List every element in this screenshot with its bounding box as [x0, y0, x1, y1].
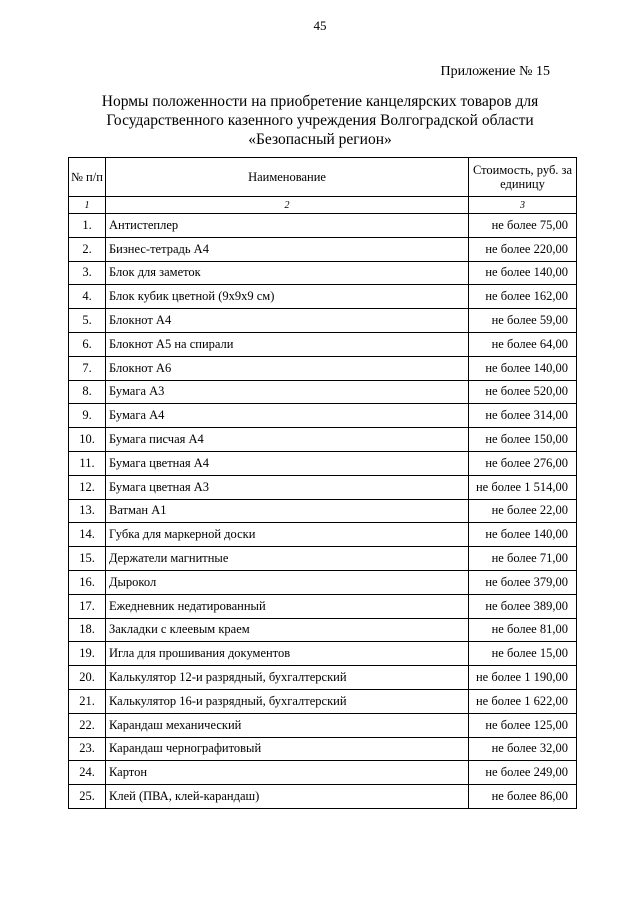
table-row: [69, 451, 577, 475]
item-cost: не более 314,00: [469, 404, 577, 428]
table-row: [69, 332, 577, 356]
item-name: Закладки с клеевым краем: [106, 618, 469, 642]
item-cost: не более 220,00: [469, 237, 577, 261]
item-name: Антистеплер: [106, 214, 469, 238]
title-line: «Безопасный регион»: [248, 131, 392, 148]
item-cost: не более 22,00: [469, 499, 577, 523]
row-number: 23.: [69, 737, 106, 761]
table-row: [69, 261, 577, 285]
item-cost: не более 86,00: [469, 785, 577, 809]
table-row: [69, 499, 577, 523]
row-number: 13.: [69, 499, 106, 523]
row-number: 7.: [69, 356, 106, 380]
row-number: 18.: [69, 618, 106, 642]
item-cost: не более 389,00: [469, 594, 577, 618]
item-name: Карандаш чернографитовый: [106, 737, 469, 761]
table-row: [69, 475, 577, 499]
norms-table: [68, 157, 577, 809]
item-cost: не более 379,00: [469, 570, 577, 594]
item-name: Бумага цветная А3: [106, 475, 469, 499]
item-cost: не более 81,00: [469, 618, 577, 642]
row-number: 19.: [69, 642, 106, 666]
item-name: Ежедневник недатированный: [106, 594, 469, 618]
row-number: 12.: [69, 475, 106, 499]
row-number: 2.: [69, 237, 106, 261]
column-index-row: [69, 197, 577, 214]
item-name: Калькулятор 16-и разрядный, бухгалтерский: [106, 689, 469, 713]
table-row: [69, 285, 577, 309]
table-header-row: [69, 158, 577, 197]
table-row: [69, 785, 577, 809]
item-cost: не более 276,00: [469, 451, 577, 475]
item-cost: не более 520,00: [469, 380, 577, 404]
item-cost: не более 162,00: [469, 285, 577, 309]
item-name: Дырокол: [106, 570, 469, 594]
item-name: Игла для прошивания документов: [106, 642, 469, 666]
table-row: [69, 689, 577, 713]
table-row: [69, 666, 577, 690]
item-cost: не более 125,00: [469, 713, 577, 737]
table-row: [69, 309, 577, 333]
item-name: Бизнес-тетрадь А4: [106, 237, 469, 261]
item-name: Бумага цветная А4: [106, 451, 469, 475]
row-number: 8.: [69, 380, 106, 404]
item-name: Ватман А1: [106, 499, 469, 523]
table-row: [69, 547, 577, 571]
item-cost: не более 249,00: [469, 761, 577, 785]
table-row: [69, 713, 577, 737]
document-title: [60, 92, 580, 149]
table-row: [69, 642, 577, 666]
row-number: 20.: [69, 666, 106, 690]
row-number: 16.: [69, 570, 106, 594]
header-num: № п/п: [69, 158, 106, 197]
page-number: 45: [313, 18, 327, 33]
item-name: Бумага писчая А4: [106, 428, 469, 452]
row-number: 11.: [69, 451, 106, 475]
table-row: [69, 594, 577, 618]
item-name: Блок для заметок: [106, 261, 469, 285]
item-name: Бумага А3: [106, 380, 469, 404]
table-row: [69, 356, 577, 380]
column-index: 1: [69, 197, 106, 214]
appendix-label: Приложение № 15: [440, 64, 550, 79]
item-cost: не более 150,00: [469, 428, 577, 452]
item-name: Блокнот А4: [106, 309, 469, 333]
table-row: [69, 214, 577, 238]
row-number: 25.: [69, 785, 106, 809]
item-name: Клей (ПВА, клей-карандаш): [106, 785, 469, 809]
row-number: 5.: [69, 309, 106, 333]
item-cost: не более 32,00: [469, 737, 577, 761]
row-number: 17.: [69, 594, 106, 618]
column-index: 3: [469, 197, 577, 214]
item-cost: не более 1 622,00: [469, 689, 577, 713]
item-name: Бумага А4: [106, 404, 469, 428]
table-row: [69, 761, 577, 785]
row-number: 3.: [69, 261, 106, 285]
table-row: [69, 237, 577, 261]
item-cost: не более 1 514,00: [469, 475, 577, 499]
table-body: [69, 197, 577, 809]
item-name: Губка для маркерной доски: [106, 523, 469, 547]
header-name: Наименование: [106, 158, 469, 197]
table-row: [69, 523, 577, 547]
title-line: Государственного казенного учреждения Волгоградской области: [106, 112, 534, 129]
item-name: Калькулятор 12-и разрядный, бухгалтерский: [106, 666, 469, 690]
table-row: [69, 404, 577, 428]
item-cost: не более 75,00: [469, 214, 577, 238]
item-name: Блокнот А6: [106, 356, 469, 380]
item-name: Блокнот А5 на спирали: [106, 332, 469, 356]
item-name: Блок кубик цветной (9х9х9 см): [106, 285, 469, 309]
item-cost: не более 140,00: [469, 523, 577, 547]
row-number: 24.: [69, 761, 106, 785]
item-cost: не более 140,00: [469, 356, 577, 380]
table-row: [69, 380, 577, 404]
item-name: Картон: [106, 761, 469, 785]
row-number: 14.: [69, 523, 106, 547]
title-line: Нормы положенности на приобретение канцелярских товаров для: [101, 93, 539, 110]
item-cost: не более 64,00: [469, 332, 577, 356]
table-row: [69, 618, 577, 642]
item-cost: не более 71,00: [469, 547, 577, 571]
item-cost: не более 140,00: [469, 261, 577, 285]
row-number: 4.: [69, 285, 106, 309]
header-cost: Стоимость, руб. за единицу: [469, 158, 577, 197]
row-number: 10.: [69, 428, 106, 452]
row-number: 9.: [69, 404, 106, 428]
item-cost: не более 15,00: [469, 642, 577, 666]
item-cost: не более 1 190,00: [469, 666, 577, 690]
row-number: 1.: [69, 214, 106, 238]
row-number: 22.: [69, 713, 106, 737]
column-index: 2: [106, 197, 469, 214]
table-row: [69, 428, 577, 452]
item-name: Карандаш механический: [106, 713, 469, 737]
row-number: 21.: [69, 689, 106, 713]
item-name: Держатели магнитные: [106, 547, 469, 571]
table-row: [69, 570, 577, 594]
item-cost: не более 59,00: [469, 309, 577, 333]
row-number: 15.: [69, 547, 106, 571]
row-number: 6.: [69, 332, 106, 356]
table-row: [69, 737, 577, 761]
